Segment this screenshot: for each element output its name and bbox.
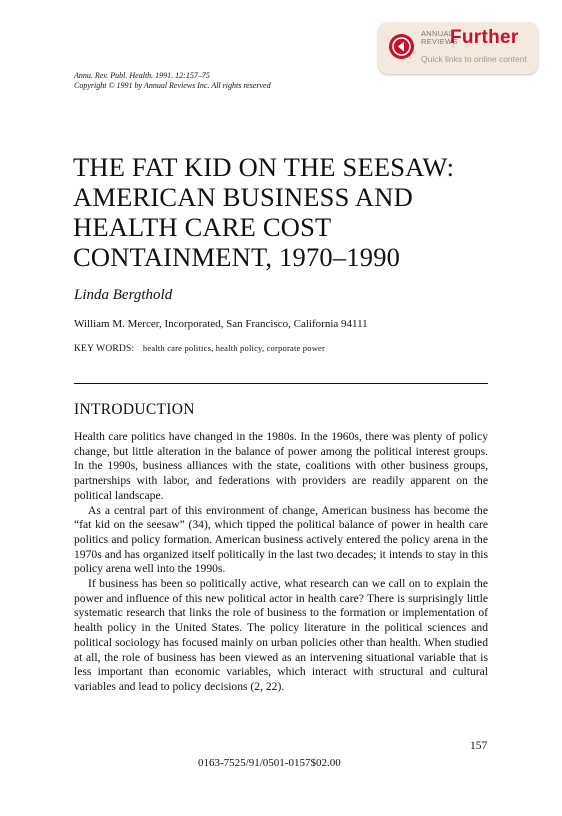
title-line: HEALTH CARE COST [73, 212, 332, 242]
arrow-circle-icon [388, 33, 415, 60]
paragraph: As a central part of this environment of change, American business has become the “fat kid on the seesaw” (34), which tipped the political balance of power in health care politics and policy formation. American business actively entered the policy arena in the 1970s and has organized itself politically in the last two decades; it intends to stay in this policy arena well into the 1990s. [74, 503, 488, 576]
title-line: AMERICAN BUSINESS AND [73, 182, 413, 212]
badge-subtitle: Quick links to online content [421, 54, 527, 64]
keywords-values: health care politics, health policy, corporate power [142, 343, 326, 353]
further-badge[interactable] [378, 22, 538, 74]
author-name: Linda Bergthold [74, 287, 173, 303]
keywords-label: KEY WORDS: [74, 344, 135, 354]
paragraph: If business has been so politically active, what research can we call on to explain the power and influence of this new political actor in health care? There is surprisingly little systematic research that links the role of business to the formation or implementation of health policy in the United States. The policy literature in the political sciences and political sociology has focused mainly on urban policies other than health. When studied at all, the role of business has been viewed as an intervening situational variable that is less important than economic variables, which interact with structural and cultural variables and lead to policy decisions (2, 22). [74, 577, 488, 693]
citation-line: Annu. Rev. Publ. Health. 1991. 12:157–75 [74, 71, 210, 80]
body-text [74, 430, 488, 695]
author-affiliation: William M. Mercer, Incorporated, San Francisco, California 94111 [74, 318, 368, 330]
journal-citation [74, 71, 271, 91]
title-line: CONTAINMENT, 1970–1990 [73, 242, 401, 272]
keywords [74, 343, 325, 354]
article-code: 0163-7525/91/0501-0157$02.00 [198, 757, 341, 769]
title-line: THE FAT KID ON THE SEESAW: [73, 152, 455, 182]
badge-reviews-text: REVIEWS [421, 37, 458, 46]
article-title [73, 152, 513, 272]
badge-annual-text: ANNUAL [421, 29, 454, 38]
section-heading: INTRODUCTION [74, 401, 195, 418]
copyright-line: Copyright © 1991 by Annual Reviews Inc. All rights reserved [74, 81, 271, 90]
section-divider [74, 383, 488, 384]
paragraph: Health care politics have changed in the 1980s. In the 1960s, there was plenty of policy change, but little alteration in the balance of power among the political interest groups. In the 1990s, business alliances with the state, coalitions with other business groups, partnerships with labor, and federations with providers are readily apparent on the political landscape. [74, 430, 488, 502]
badge-further-text: Further [450, 27, 519, 48]
page-number: 157 [470, 740, 488, 752]
